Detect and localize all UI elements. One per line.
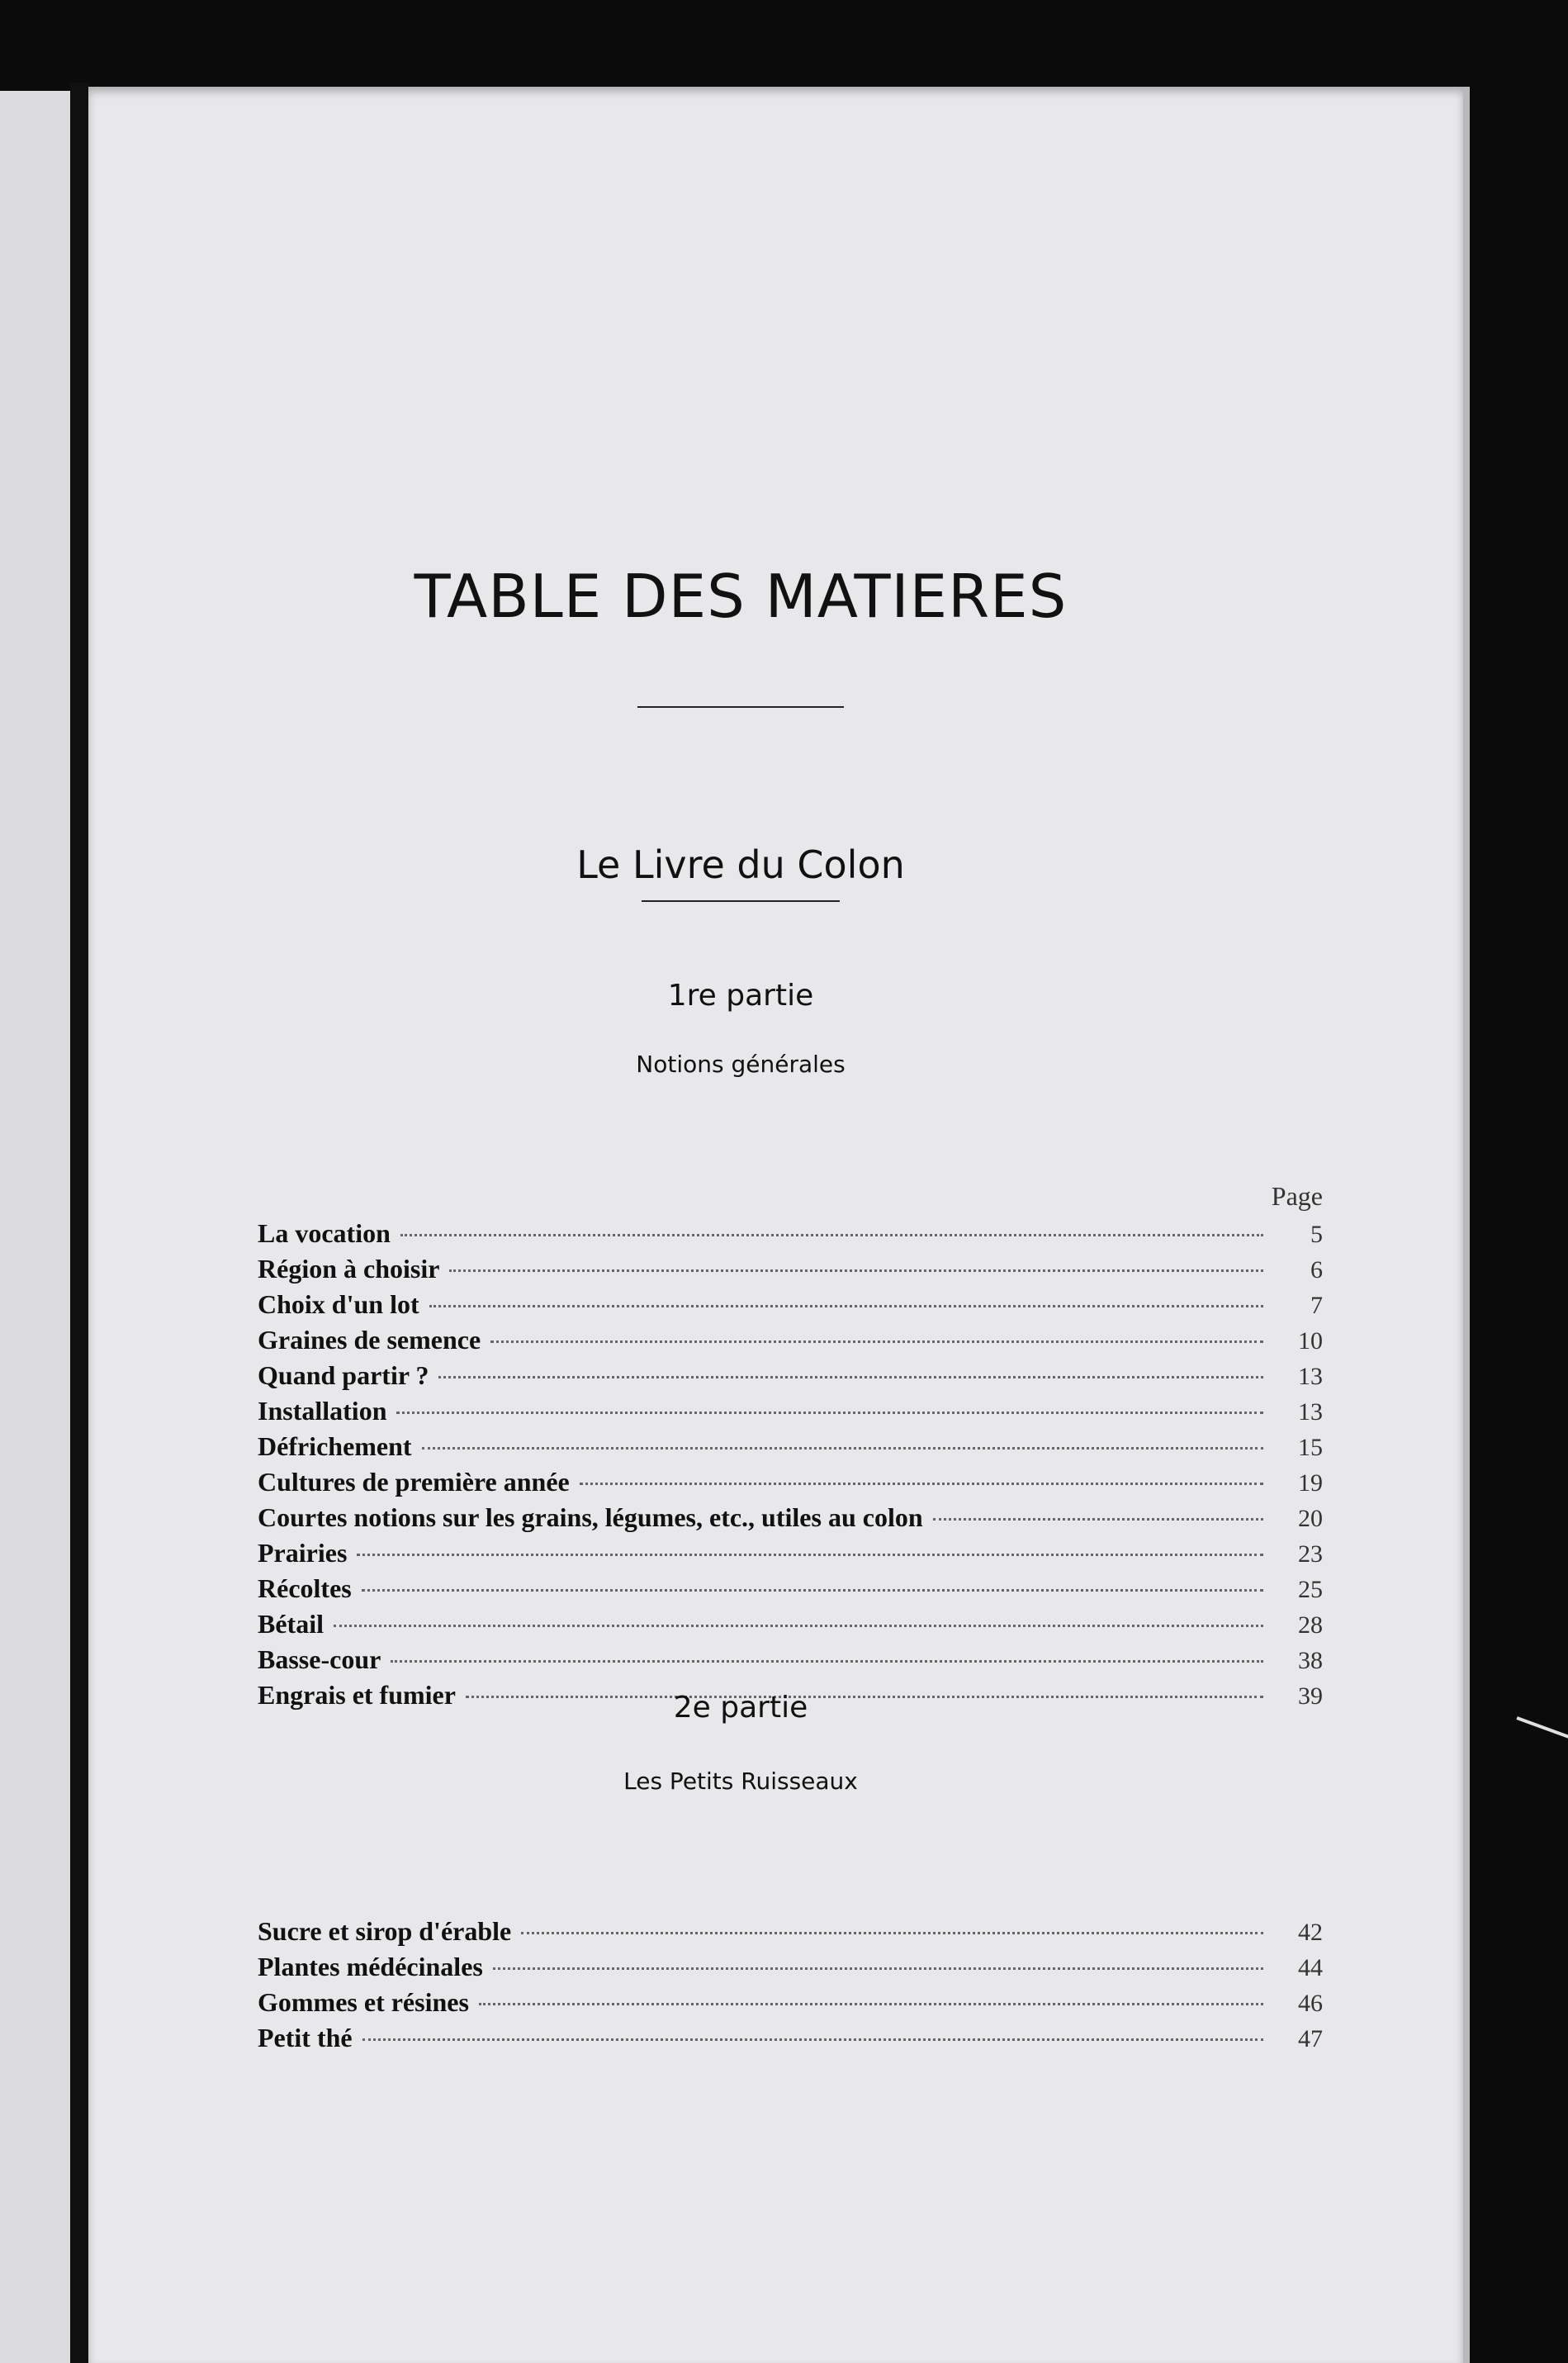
dot-leader [429,1305,1263,1307]
toc-entry-title: Bétail [258,1609,324,1639]
subtitle-rule [642,900,840,902]
toc-entry-title: Défrichement [258,1431,412,1461]
dot-leader [521,1932,1263,1934]
toc-entry-title: Graines de semence [258,1325,481,1355]
toc-entry [258,1325,1323,1360]
toc-entry-title: Sucre et sirop d'érable [258,1916,512,1946]
toc-entry [258,1573,1323,1609]
toc-entry-title: Région à choisir [258,1254,440,1284]
dot-leader [362,2038,1263,2041]
dot-leader [438,1376,1263,1378]
part2-subheading: Les Petits Ruisseaux [623,1768,858,1795]
part2-toc [258,1916,1323,2058]
toc-entry-title: La vocation [258,1218,391,1248]
toc-entry-title: Engrais et fumier [258,1680,456,1710]
toc-entry [258,1609,1323,1644]
toc-entry [258,1987,1323,2023]
document-page [88,87,1470,2363]
toc-entry-page: 13 [1298,1363,1323,1390]
book-subtitle: Le Livre du Colon [576,842,905,887]
toc-entry-title: Choix d'un lot [258,1289,419,1319]
toc-entry-title: Courtes notions sur les grains, légumes, etc., utiles au colon [258,1502,923,1532]
part1-toc [258,1218,1323,1715]
part1-subheading: Notions générales [636,1051,846,1078]
book-spine [70,83,88,2363]
toc-entry [258,1396,1323,1431]
dot-leader [479,2003,1263,2005]
toc-entry-page: 25 [1298,1576,1323,1603]
dot-leader [334,1625,1263,1627]
toc-entry-page: 5 [1310,1221,1323,1248]
toc-entry-page: 46 [1298,1990,1323,2017]
dot-leader [396,1412,1263,1414]
title-rule [637,706,844,708]
page-column-label: Page [1271,1181,1323,1211]
dot-leader [422,1447,1263,1450]
toc-entry-page: 7 [1310,1292,1323,1319]
toc-entry-page: 20 [1298,1505,1323,1532]
toc-entry-page: 47 [1298,2025,1323,2052]
toc-entry-page: 6 [1310,1256,1323,1284]
toc-entry-title: Basse-cour [258,1644,381,1674]
toc-entry [258,1538,1323,1573]
dot-leader [490,1340,1263,1343]
toc-entry-title: Installation [258,1396,387,1426]
toc-entry [258,1502,1323,1538]
toc-entry-title: Prairies [258,1538,348,1568]
toc-entry [258,1952,1323,1987]
dot-leader [362,1589,1263,1592]
toc-entry-page: 19 [1298,1469,1323,1497]
part1-heading: 1re partie [667,979,814,1013]
toc-entry-page: 23 [1298,1540,1323,1568]
toc-entry-page: 15 [1298,1434,1323,1461]
toc-entry-title: Récoltes [258,1573,352,1603]
toc-entry [258,2023,1323,2058]
dot-leader [391,1660,1263,1663]
toc-entry-page: 39 [1298,1682,1323,1710]
toc-entry [258,1218,1323,1254]
dot-leader [933,1518,1263,1521]
toc-entry [258,1254,1323,1289]
toc-entry-page: 38 [1298,1647,1323,1674]
part2-heading: 2e partie [673,1691,808,1725]
toc-entry [258,1916,1323,1952]
toc-entry-title: Quand partir ? [258,1360,429,1390]
toc-entry [258,1467,1323,1502]
toc-entry [258,1431,1323,1467]
dot-leader [449,1269,1263,1272]
toc-entry [258,1360,1323,1396]
toc-entry-page: 28 [1298,1611,1323,1639]
toc-entry [258,1644,1323,1680]
dot-leader [580,1483,1263,1485]
margin-mark [1516,1716,1568,1739]
toc-entry-title: Plantes médécinales [258,1952,483,1981]
toc-entry-title: Cultures de première année [258,1467,570,1497]
toc-entry-title: Gommes et résines [258,1987,469,2017]
toc-entry-page: 13 [1298,1398,1323,1426]
toc-entry-page: 10 [1298,1327,1323,1355]
dot-leader [400,1234,1263,1236]
dot-leader [357,1554,1263,1556]
toc-entry-title: Petit thé [258,2023,353,2052]
dot-leader [493,1967,1263,1970]
page-title: TABLE DES MATIERES [414,562,1068,631]
toc-entry-page: 44 [1298,1954,1323,1981]
facing-page-edge [0,91,70,2363]
toc-entry [258,1289,1323,1325]
toc-entry-page: 42 [1298,1919,1323,1946]
